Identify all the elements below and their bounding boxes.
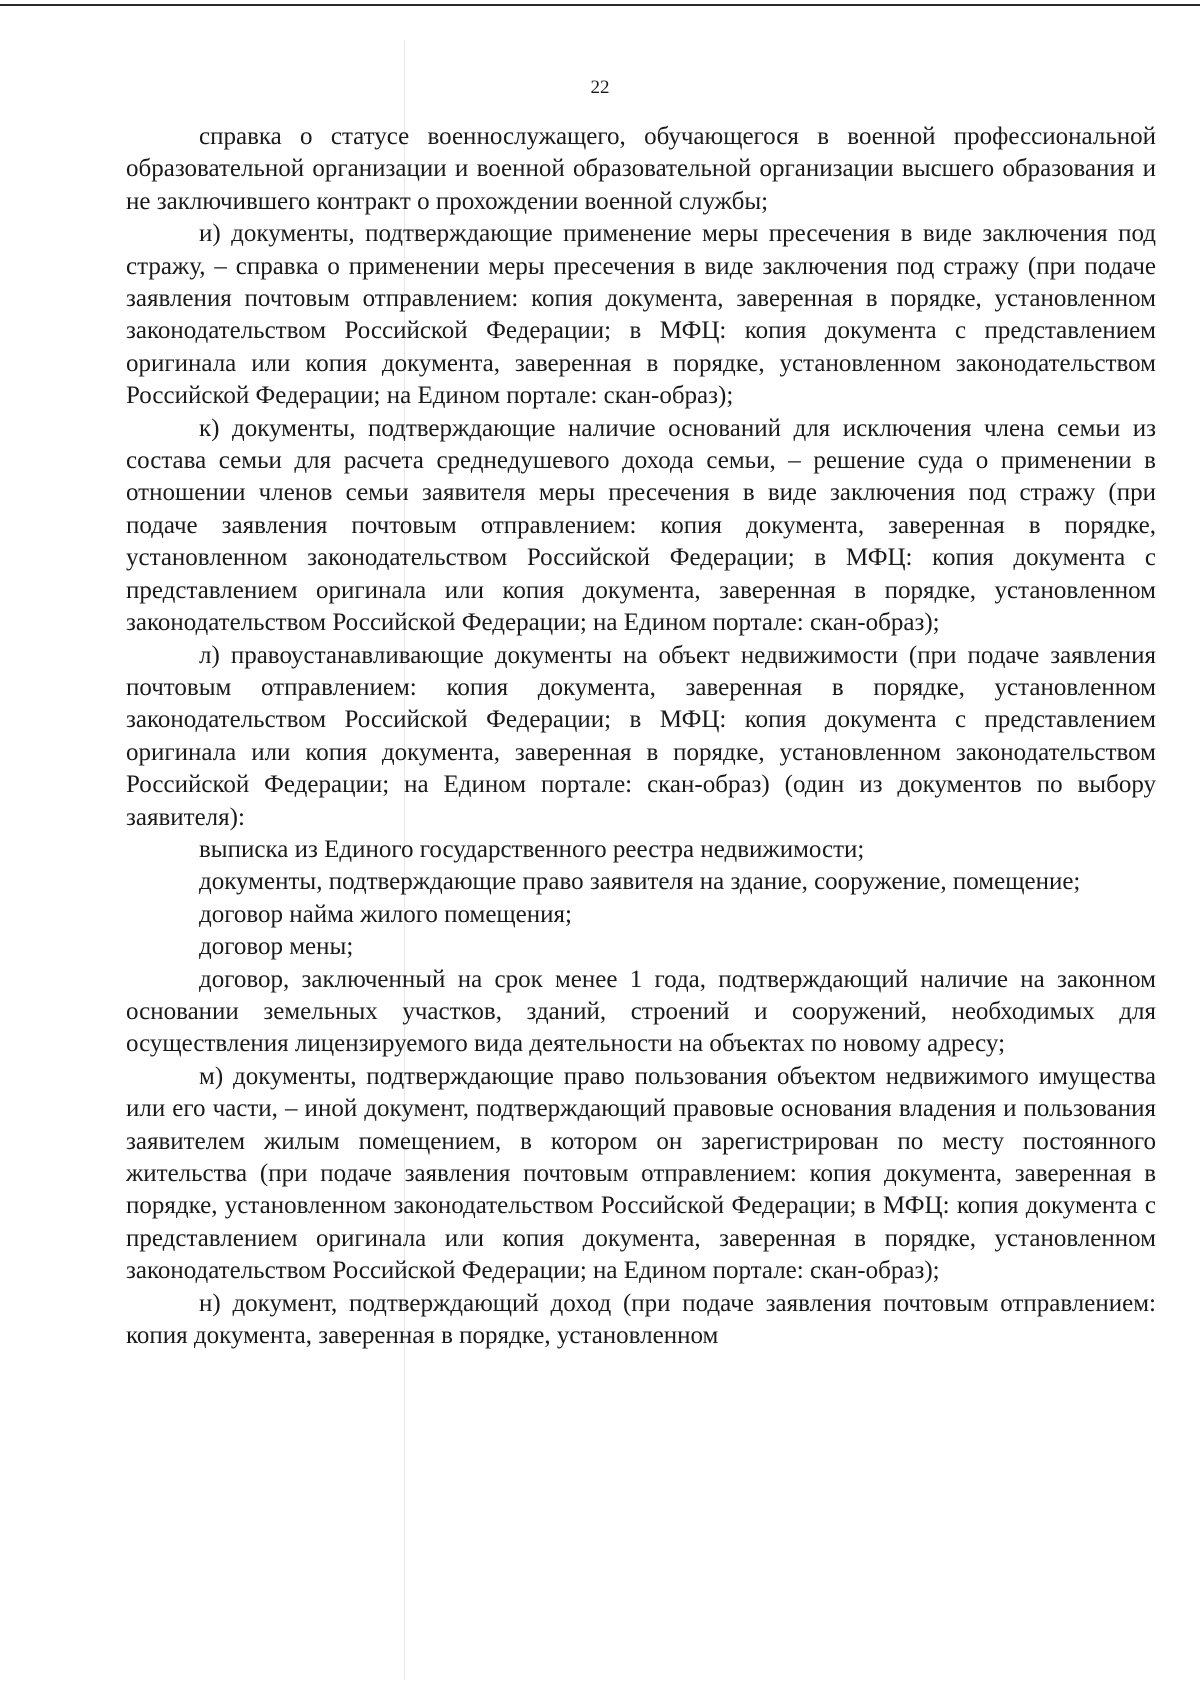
paragraph-lease-agreement: договор найма жилого помещения;	[199, 900, 572, 928]
paragraph-item-i-custody-documents: и) документы, подтверждающие применение меры пресечения в виде заключения под стражу, – справка о применении меры пресечения в виде заключения под стражу (при подаче заявления почтовым отправлением: копия документа, заверенная в порядке, установленном законодательством Российской Федерации; в МФЦ: копия документа с представлением оригинала или копия документа, заверенная в порядке, установленном законодательством Российской Федерации; на Едином портале: скан-образ);	[126, 220, 1156, 410]
paragraph-item-k-family-exclusion-documents: к) документы, подтверждающие наличие оснований для исключения члена семьи из состава семьи для расчета среднедушевого дохода семьи, – решение суда о применении в отношении членов семьи заявителя меры пресечения в виде заключения под стражу (при подаче заявления почтовым отправлением: копия документа, заверенная в порядке, установленном законодательством Российской Федерации; в МФЦ: копия документа с представлением оригинала или копия документа, заверенная в порядке, установленном законодательством Российской Федерации; на Едином портале: скан-образ);	[126, 414, 1156, 637]
paragraph-short-term-agreement: договор, заключенный на срок менее 1 года, подтверждающий наличие на законном основании земельных участков, зданий, строений и сооружений, необходимых для осуществления лицензируемого вида деятельности на объектах по новому адресу;	[126, 965, 1156, 1058]
document-body	[126, 121, 1156, 1352]
paragraph-item-l-property-title-documents: л) правоустанавливающие документы на объект недвижимости (при подаче заявления почтовым отправлением: копия документа, заверенная в порядке, установленном законодательством Российской Федерации; в МФЦ: копия документа с представлением оригинала или копия документа, заверенная в порядке, установленном законодательством Российской Федерации; на Едином портале: скан-образ) (один из документов по выбору заявителя):	[126, 641, 1156, 831]
top-edge-rule	[0, 4, 1200, 6]
paragraph-item-n-income-document: н) документ, подтверждающий доход (при подаче заявления почтовым отправлением: копия документа, заверенная в порядке, установленном	[126, 1289, 1156, 1350]
paragraph-registry-extract: выписка из Единого государственного реестра недвижимости;	[199, 835, 865, 863]
paragraph-military-status-certificate: справка о статусе военнослужащего, обучающегося в военной профессиональной образовательной организации и военной образовательной организации высшего образования и не заключившего контракт о прохождении военной службы;	[126, 123, 1156, 215]
paragraph-exchange-agreement: договор мены;	[199, 933, 354, 961]
paragraph-ownership-documents: документы, подтверждающие право заявителя на здание, сооружение, помещение;	[199, 868, 1081, 896]
page-number: 22	[590, 77, 610, 98]
paragraph-item-m-usage-right-documents: м) документы, подтверждающие право пользования объектом недвижимого имущества или его части, – иной документ, подтверждающий правовые основания владения и пользования заявителем жилым помещением, в котором он зарегистрирован по месту постоянного жительства (при подаче заявления почтовым отправлением: копия документа, заверенная в порядке, установленном законодательством Российской Федерации; в МФЦ: копия документа с представлением оригинала или копия документа, заверенная в порядке, установленном законодательством Российской Федерации; на Едином портале: скан-образ);	[126, 1062, 1156, 1285]
